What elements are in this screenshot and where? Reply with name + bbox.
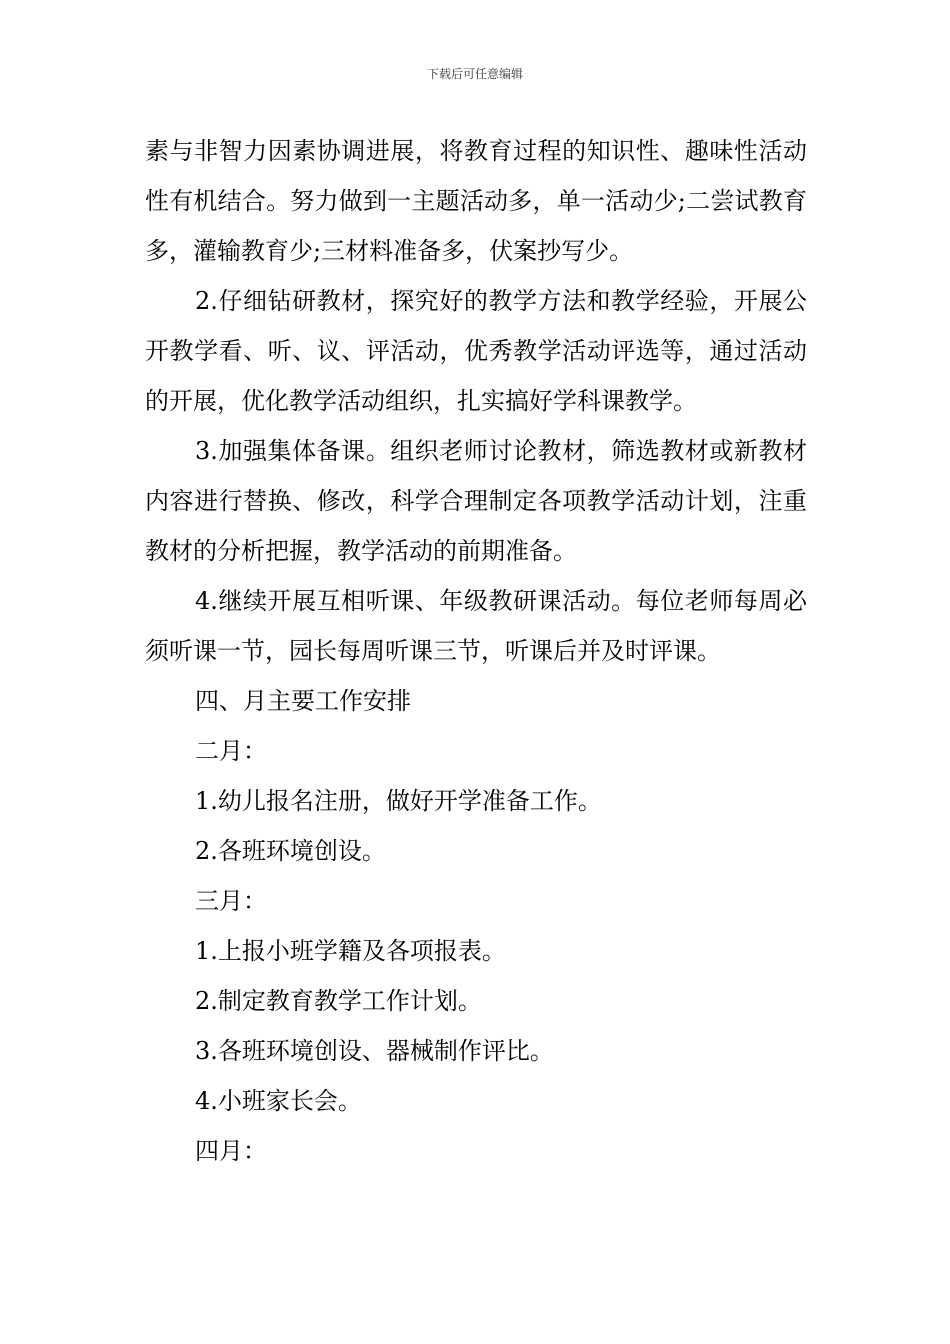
paragraph-continuation: 素与非智力因素协调进展，将教育过程的知识性、趣味性活动性有机结合。努力做到一主题活动多，单一活动少;二尝试教育多，灌输教育少;三材料准备多，伏案抄写少。 — [145, 137, 807, 265]
month-title-mar: 三月： — [195, 887, 267, 915]
month-title-apr: 四月： — [195, 1137, 267, 1165]
list-item: 1.幼儿报名注册，做好开学准备工作。 — [195, 787, 602, 815]
document-body — [145, 126, 807, 1176]
list-item: 4.小班家长会。 — [195, 1087, 362, 1115]
section-title: 四、月主要工作安排 — [195, 687, 411, 715]
month-title-feb: 二月： — [195, 737, 267, 765]
list-item: 2.制定教育教学工作计划。 — [195, 987, 482, 1015]
page-header: 下载后可任意编辑 — [426, 67, 523, 81]
list-item: 2.各班环境创设。 — [195, 837, 386, 865]
paragraph-item-3: 3.加强集体备课。组织老师讨论教材，筛选教材或新教材内容进行替换、修改，科学合理制定各项教学活动计划，注重教材的分析把握，教学活动的前期准备。 — [145, 437, 807, 565]
list-item: 3.各班环境创设、器械制作评比。 — [195, 1037, 554, 1065]
list-item: 1.上报小班学籍及各项报表。 — [195, 937, 506, 965]
paragraph-item-4: 4.继续开展互相听课、年级教研课活动。每位老师每周必须听课一节，园长每周听课三节，听课后并及时评课。 — [145, 587, 807, 665]
paragraph-item-2: 2.仔细钻研教材，探究好的教学方法和教学经验，开展公开教学看、听、议、评活动，优秀教学活动评选等，通过活动的开展，优化教学活动组织，扎实搞好学科课教学。 — [145, 287, 807, 415]
